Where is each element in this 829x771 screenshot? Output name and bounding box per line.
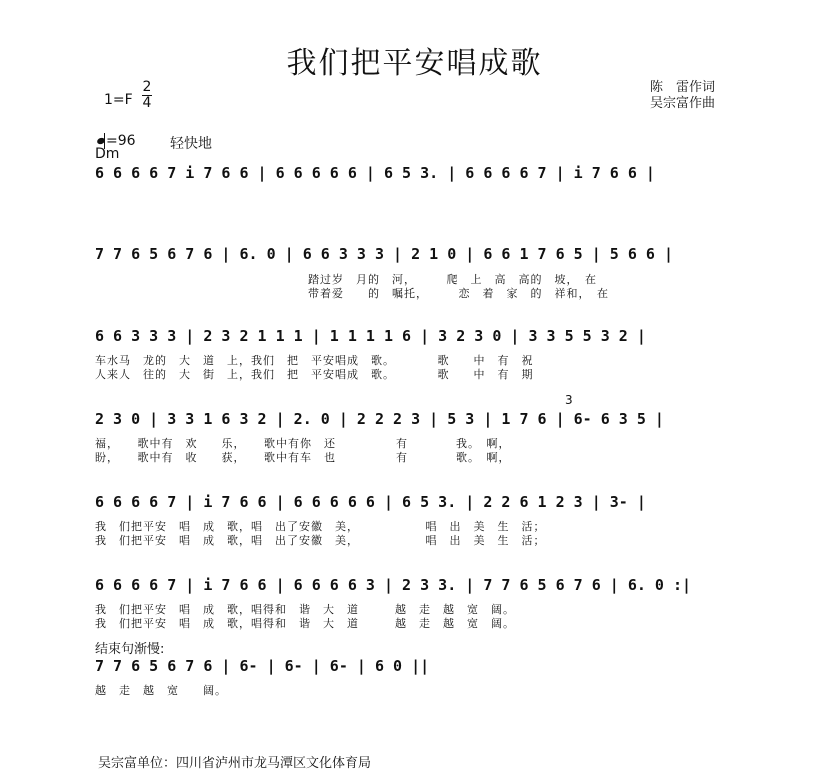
tempo-text: 轻快地 (170, 136, 212, 152)
lyrics-line-5-verse-1: 我 们把平安 唱 成 歌，唱 出了安徽 美， 唱 出 美 生 活； (95, 520, 546, 533)
lyrics-line-3-verse-2: 人来人 往的 大 街 上，我们 把 平安唱成 歌。 歌 中 有 期 (95, 368, 534, 381)
lyrics-line-2-verse-1: 踏过岁 月的 河， 爬 上 高 高的 坡， 在 (308, 273, 597, 286)
staff-line-2-notes: 7 7 6 5 6 7 6 | 6. 0 | 6 6 3 3 3 | 2 1 0 | 6 6 1 7 6 5 | 5 6 6 | (95, 245, 673, 263)
meter-bottom: 4 (142, 95, 152, 111)
staff-line-7-notes: 7 7 6 5 6 7 6 | 6- | 6- | 6- | 6 0 || (95, 657, 430, 675)
lyrics-line-6-verse-1: 我 们把平安 唱 成 歌，唱得和 谐 大 道 越 走 越 宽 阔。 (95, 603, 515, 616)
staff-line-3-notes: 6 6 3 3 3 | 2 3 2 1 1 1 | 1 1 1 1 6 | 3 2 3 0 | 3 3 5 5 3 2 | (95, 327, 646, 345)
lyrics-line-6-verse-2: 我 们把平安 唱 成 歌，唱得和 谐 大 道 越 走 越 宽 阔。 (95, 617, 515, 630)
lyrics-line-3-verse-1: 车水马 龙的 大 道 上，我们 把 平安唱成 歌。 歌 中 有 祝 (95, 354, 534, 367)
staff-line-6-notes: 6 6 6 6 7 | i 7 6 6 | 6 6 6 6 3 | 2 3 3. | 7 7 6 5 6 7 6 | 6. 0 :| (95, 576, 692, 594)
time-signature (142, 80, 152, 111)
ending-label: 结束句渐慢: (95, 642, 165, 657)
lyrics-line-4-verse-2: 盼， 歌中有 收 获， 歌中有车 也 有 歌。 啊， (95, 451, 511, 464)
staff-line-1-notes: 6 6 6 6 7 i 7 6 6 | 6 6 6 6 6 | 6 5 3. | 6 6 6 6 7 | i 7 6 6 | (95, 164, 655, 182)
lyricist-credit: 陈 雷作词 (650, 80, 716, 95)
chord-symbol: Dm (95, 146, 120, 162)
lyrics-line-2-verse-2: 带着爱 的 嘱托， 恋 着 家 的 祥和， 在 (308, 287, 609, 300)
footer-affiliation: 吴宗富单位：四川省泸州市龙马潭区文化体育局 (98, 756, 372, 771)
lyrics-line-5-verse-2: 我 们把平安 唱 成 歌，唱 出了安徽 美， 唱 出 美 生 活； (95, 534, 546, 547)
page-title: 我们把平安唱成歌 (286, 46, 543, 81)
meter-top: 2 (142, 79, 152, 95)
tempo-value: =96 (106, 133, 136, 149)
credits (650, 80, 715, 112)
lyrics-line-7-verse-1: 越 走 越 宽 阔。 (95, 684, 227, 697)
triplet-mark: 3 (565, 393, 573, 407)
lyrics-line-4-verse-1: 福， 歌中有 欢 乐， 歌中有你 还 有 我。 啊， (95, 437, 511, 450)
composer-credit: 吴宗富作曲 (650, 96, 716, 111)
key-signature: 1=F (104, 92, 133, 108)
staff-line-4-notes: 2 3 0 | 3 3 1 6 3 2 | 2. 0 | 2 2 2 3 | 5 3 | 1 7 6 | 6- 6 3 5 | (95, 410, 664, 428)
staff-line-5-notes: 6 6 6 6 7 | i 7 6 6 | 6 6 6 6 6 | 6 5 3. | 2 2 6 1 2 3 | 3- | (95, 493, 646, 511)
